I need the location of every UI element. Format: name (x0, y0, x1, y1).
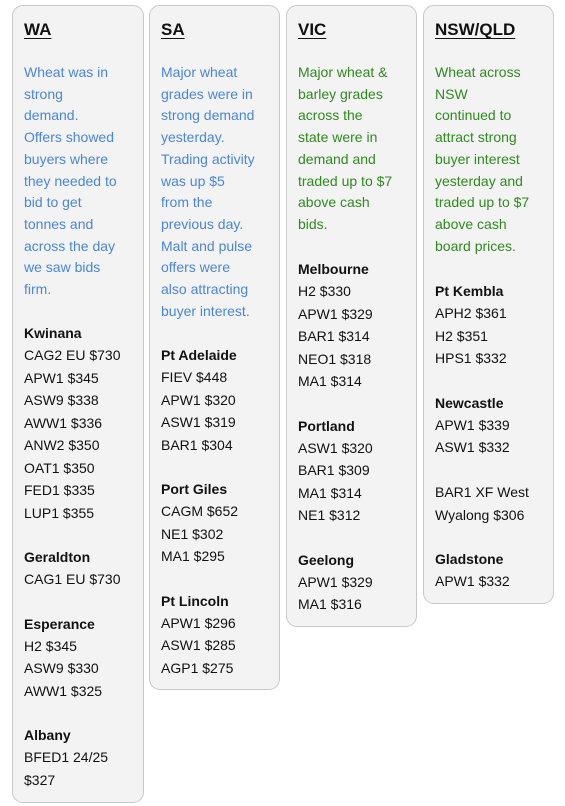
price-line: ASW1 $332 (435, 439, 510, 455)
commentary-line: yesterday and (435, 172, 523, 189)
commentary-line: they needed to (24, 172, 117, 189)
price-line: NEO1 $318 (298, 350, 372, 367)
commentary-line: across the day (24, 237, 116, 254)
price-line: AWW1 $325 (24, 682, 103, 699)
port-spacer (298, 393, 373, 415)
price-line: BFED1 24/25 (24, 749, 109, 765)
price-line: APW1 $329 (298, 573, 373, 590)
price-line: APH2 $361 (435, 305, 507, 321)
price-line: H2 $351 (435, 327, 488, 344)
commentary-line: demand and (298, 150, 376, 167)
port-price-list (161, 344, 238, 679)
port-spacer (435, 370, 529, 392)
price-line: MA1 $295 (161, 548, 225, 564)
commentary-line: Major wheat (161, 64, 238, 80)
price-line: NE1 $312 (298, 507, 361, 523)
commentary-line: bid to get (24, 194, 82, 211)
state-column-vic (286, 5, 417, 627)
commentary-line: Major wheat & (298, 64, 388, 80)
price-line: BAR1 $314 (298, 328, 370, 344)
commentary-line: buyer interest. (161, 302, 250, 319)
commentary-line: across the (298, 107, 363, 124)
price-line: BAR1 $304 (161, 436, 233, 453)
commentary-line: yesterday. (161, 129, 225, 146)
state-column-wa (12, 5, 144, 803)
market-commentary (161, 62, 255, 322)
price-line (435, 459, 529, 482)
commentary-line: tonnes and (24, 215, 94, 232)
commentary-line: Wheat across (435, 64, 521, 80)
price-line: APW1 $339 (435, 416, 510, 433)
price-line: HPS1 $332 (435, 350, 507, 366)
market-commentary (24, 62, 117, 301)
price-line: Wyalong $306 (435, 506, 525, 523)
commentary-line: from the (161, 194, 213, 211)
price-line: H2 $345 (24, 637, 77, 654)
port-spacer (161, 456, 238, 478)
state-heading[interactable]: WA (24, 20, 52, 39)
price-line: MA1 $314 (298, 484, 362, 501)
port-name: Geraldton (24, 549, 91, 565)
price-line: APW1 $345 (24, 369, 99, 386)
price-line: APW1 $296 (161, 614, 236, 631)
commentary-line: Wheat was in (24, 64, 109, 80)
commentary-line: previous day. (161, 215, 244, 232)
commentary-line: NSW (435, 85, 468, 102)
state-column-nsw-qld (423, 5, 554, 604)
commentary-line: buyer interest (435, 150, 520, 167)
price-line: CAGM $652 (161, 503, 239, 519)
price-line: ASW9 $330 (24, 660, 99, 676)
port-spacer (24, 524, 121, 546)
price-line: OAT1 $350 (24, 459, 95, 476)
commentary-line: bids. (298, 215, 328, 232)
port-name: Geelong (298, 551, 355, 568)
commentary-line: attract strong (435, 129, 517, 146)
port-name: Albany (24, 727, 71, 743)
port-price-list (435, 280, 529, 593)
state-column-sa (149, 5, 280, 690)
state-heading[interactable]: VIC (298, 20, 327, 39)
price-line: BAR1 $309 (298, 462, 370, 478)
port-price-list (298, 258, 373, 616)
commentary-line: buyers where (24, 150, 109, 167)
port-spacer (161, 568, 238, 590)
commentary-line: state were in (298, 129, 378, 146)
price-line: $327 (24, 771, 56, 788)
price-line: LUP1 $355 (24, 504, 95, 521)
price-line: AWW1 $336 (24, 414, 103, 431)
commentary-line: board prices. (435, 237, 516, 254)
state-heading[interactable]: NSW/QLD (435, 20, 516, 39)
commentary-line: Trading activity (161, 150, 255, 167)
commentary-line: above cash (298, 194, 370, 211)
price-line: APW1 $332 (435, 573, 510, 589)
price-line: FED1 $335 (24, 482, 95, 498)
port-name: Pt Adelaide (161, 347, 237, 363)
price-line: BAR1 XF West (435, 484, 529, 500)
price-line: MA1 $314 (298, 373, 362, 389)
port-name: Pt Kembla (435, 283, 504, 299)
price-line: ASW1 $319 (161, 414, 236, 430)
port-name: Esperance (24, 615, 95, 632)
price-line: ASW1 $285 (161, 637, 236, 653)
port-name: Gladstone (435, 551, 504, 567)
commentary-line: Malt and pulse (161, 237, 253, 254)
port-spacer (298, 527, 373, 549)
commentary-line: traded up to $7 (435, 194, 530, 211)
commentary-line: offers were (161, 259, 230, 276)
port-spacer (435, 526, 529, 548)
commentary-line: Offers showed (24, 129, 115, 146)
commentary-line: also attracting (161, 281, 249, 298)
port-name: Kwinana (24, 325, 82, 341)
price-line: FIEV $448 (161, 369, 228, 385)
market-commentary (298, 62, 392, 236)
commentary-line: barley grades (298, 85, 383, 102)
port-name: Melbourne (298, 261, 369, 277)
market-commentary (435, 62, 529, 257)
price-line: ASW9 $338 (24, 392, 99, 408)
port-name: Newcastle (435, 394, 504, 411)
state-heading[interactable]: SA (161, 20, 185, 39)
price-line: APW1 $320 (161, 391, 236, 408)
commentary-line: strong (24, 85, 63, 102)
commentary-line: continued to (435, 107, 512, 124)
commentary-line: demand. (24, 107, 79, 124)
port-name: Port Giles (161, 481, 228, 497)
commentary-line: was up $5 (161, 172, 225, 189)
price-line: NE1 $302 (161, 525, 224, 542)
port-price-list (24, 322, 121, 791)
port-spacer (24, 591, 121, 613)
commentary-line: above cash (435, 215, 507, 232)
commentary-line: firm. (24, 281, 52, 298)
commentary-line: grades were in (161, 85, 253, 102)
port-spacer (24, 702, 121, 724)
price-line: APW1 $329 (298, 305, 373, 322)
port-name: Pt Lincoln (161, 592, 229, 609)
commentary-line: we saw bids (24, 259, 101, 276)
price-line: H2 $330 (298, 283, 351, 299)
price-line: MA1 $316 (298, 596, 362, 612)
port-name: Portland (298, 417, 355, 434)
price-line: ANW2 $350 (24, 437, 100, 453)
commentary-line: strong demand (161, 107, 255, 124)
price-line: CAG1 EU $730 (24, 571, 121, 587)
price-line: ASW1 $320 (298, 439, 373, 456)
price-line: AGP1 $275 (161, 659, 234, 676)
commentary-line: traded up to $7 (298, 172, 393, 189)
price-line: CAG2 EU $730 (24, 347, 121, 363)
